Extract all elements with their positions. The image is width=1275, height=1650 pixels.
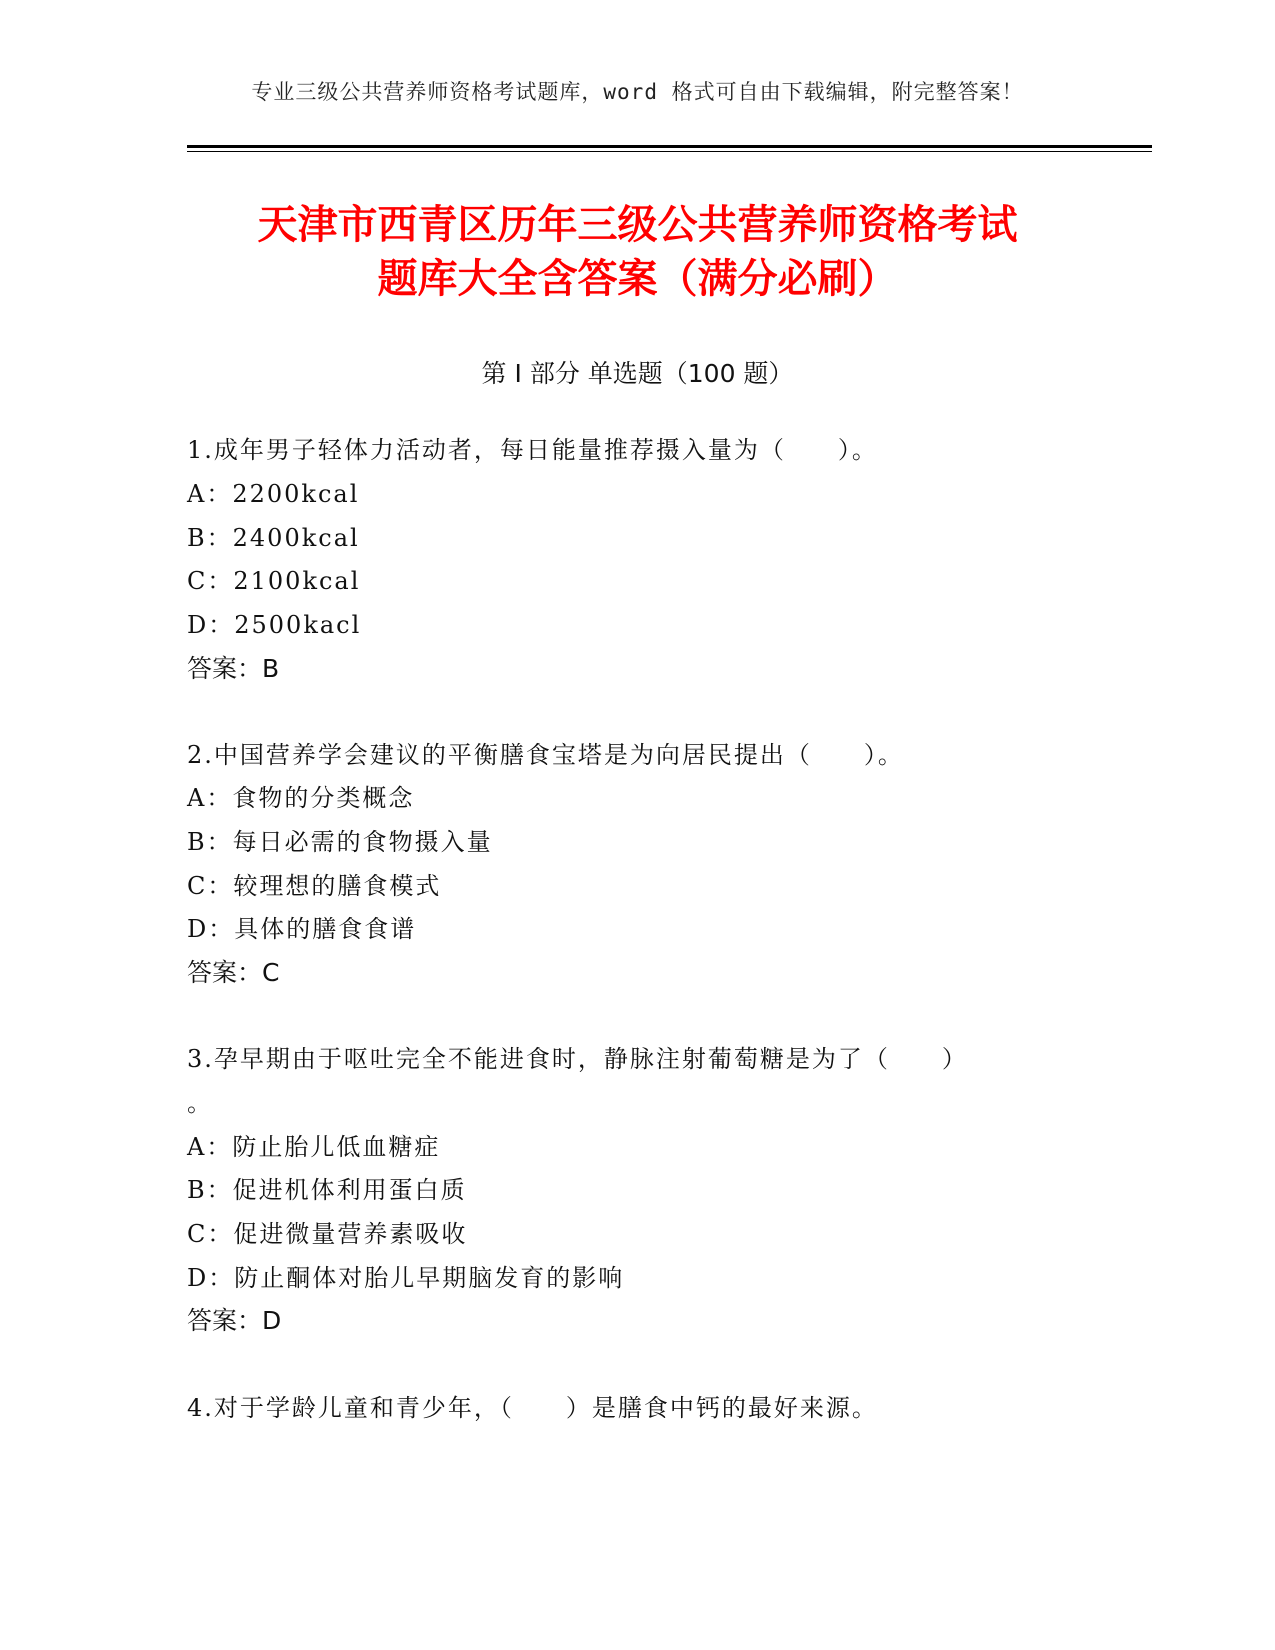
question-3-option-a: A：防止胎儿低血糖症 <box>187 1133 441 1161</box>
question-1-answer: 答案：B <box>187 654 280 683</box>
question-1-stem: 1.成年男子轻体力活动者，每日能量推荐摄入量为（ ）。 <box>187 436 878 464</box>
title-line-1: 天津市西青区历年三级公共营养师资格考试 <box>257 202 1018 248</box>
question-1-option-b: B：2400kcal <box>187 524 360 552</box>
question-4-stem: 4.对于学龄儿童和青少年，（ ）是膳食中钙的最好来源。 <box>187 1394 878 1422</box>
title-line-2: 题库大全含答案（满分必刷） <box>377 256 898 302</box>
question-2-option-d: D：具体的膳食食谱 <box>187 915 417 943</box>
question-3-stem-continued: 。 <box>187 1089 213 1117</box>
question-2-stem: 2.中国营养学会建议的平衡膳食宝塔是为向居民提出（ ）。 <box>187 741 904 769</box>
question-2-answer: 答案：C <box>187 958 280 987</box>
question-1-option-c: C：2100kcal <box>187 567 361 595</box>
header-rule-thick <box>187 145 1152 148</box>
question-2-option-b: B：每日必需的食物摄入量 <box>187 828 493 856</box>
question-3-answer: 答案：D <box>187 1306 282 1335</box>
question-1-option-d: D：2500kacl <box>187 611 362 639</box>
section-heading: 第 I 部分 单选题（100 题） <box>481 359 794 388</box>
question-3-option-d: D：防止酮体对胎儿早期脑发育的影响 <box>187 1264 625 1292</box>
question-2-option-a: A：食物的分类概念 <box>187 784 415 812</box>
header-rule-thin <box>187 151 1152 152</box>
question-3-option-c: C：促进微量营养素吸收 <box>187 1220 468 1248</box>
question-3-stem: 3.孕早期由于呕吐完全不能进食时，静脉注射葡萄糖是为了（ ） <box>187 1045 968 1073</box>
question-3-option-b: B：促进机体利用蛋白质 <box>187 1176 467 1204</box>
question-2-option-c: C：较理想的膳食模式 <box>187 872 442 900</box>
document-title <box>150 198 1125 306</box>
question-1-option-a: A：2200kcal <box>187 480 360 508</box>
page-header-note: 专业三级公共营养师资格考试题库，word 格式可自由下载编辑，附完整答案！ <box>251 80 1024 104</box>
